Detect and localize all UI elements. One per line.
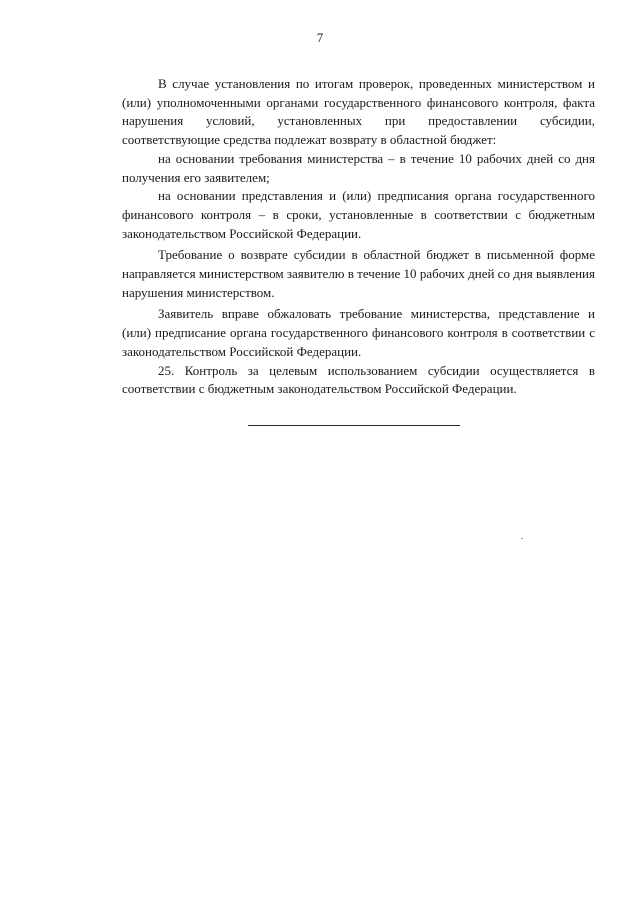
paragraph-ministry-requirement: на основании требования министерства – в течение 10 рабочих дней со дня получения его заявителем;	[122, 150, 595, 185]
document-body	[122, 75, 595, 399]
paragraph-item-25: 25. Контроль за целевым использованием субсидии осуществляется в соответствии с бюджетным законодательством Российской Федерации.	[122, 362, 595, 397]
paragraph-control-body-order: на основании представления и (или) предписания органа государственного финансового контроля – в сроки, установленные в соответствии с бюджетным законодательством Российской Федерации.	[122, 188, 595, 241]
paragraph-refund-notice: Требование о возврате субсидии в областной бюджет в письменной форме направляется министерством заявителю в течение 10 рабочих дней со дня выявления нарушения министерством.	[122, 247, 595, 300]
paragraph-refund-conditions: В случае установления по итогам проверок, проведенных министерством и (или) уполномоченными органами государственного финансового контроля, факта нарушения условий, установленных при предоставлении субсидии, соответствующие средства подлежат возврату в областной бюджет:	[122, 76, 595, 148]
page-number: 7	[316, 30, 324, 45]
paragraph-appeal-right: Заявитель вправе обжаловать требование министерства, представление и (или) предписание органа государственного финансового контроля в соответствии с законодательством Российской Федерации.	[122, 306, 595, 359]
end-of-text-rule	[248, 425, 460, 426]
scan-speck	[521, 538, 523, 539]
